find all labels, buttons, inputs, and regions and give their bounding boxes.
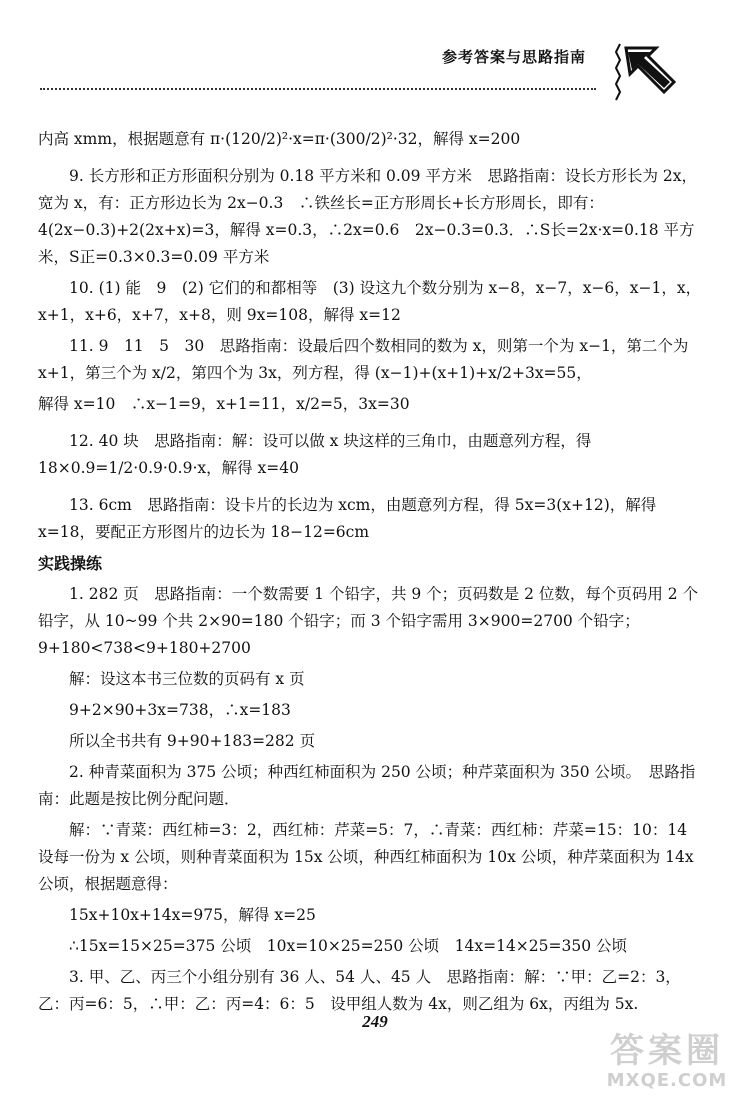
header-dotted-rule xyxy=(40,88,596,90)
practice-1-solution: 解：设这本书三位数的页码有 x 页 xyxy=(69,670,305,688)
practice-2-equation: 15x+10x+14x=975，解得 x=25 xyxy=(69,906,316,924)
answer-12: 12. 40 块 思路指南：解：设可以做 x 块这样的三角巾，由题意列方程，得 18×0.9=1/2·0.9·0.9·x，解得 x=40 xyxy=(38,432,592,477)
practice-3: 3. 甲、乙、丙三个小组分别有 36 人、54 人、45 人 思路指南：解：∵甲：乙=2：3，乙：丙=6：5，∴甲：乙：丙=4：6：5 设甲组人数为 4x，则乙组为 6x，丙组为 5x. xyxy=(38,968,681,1013)
watermark-text: 答案圈 xyxy=(610,1031,724,1071)
practice-1: 1. 282 页 思路指南：一个数需要 1 个铅字，共 9 个；页码数是 2 位数，每个页码用 2 个铅字，从 10~99 个共 2×90=180 个铅字；而 3 个铅字需用 3×900=2700 个铅字；9+180<738<9+180+2700 xyxy=(38,585,699,657)
answer-11: 11. 9 11 5 30 思路指南：设最后四个数相同的数为 x，则第一个为 x−1，第二个为 x+1，第三个为 x/2，第四个为 3x，列方程，得 (x−1)+(x+1)+x/2+3x=55， xyxy=(38,337,689,382)
header-title: 参考答案与思路指南 xyxy=(441,48,586,66)
page-header xyxy=(40,40,660,100)
answer-11-result: 解得 x=10 ∴x−1=9，x+1=11，x/2=5，3x=30 xyxy=(38,395,410,413)
arrow-icon xyxy=(612,38,680,106)
page-number: 249 xyxy=(362,1012,388,1031)
practice-2-result: ∴15x=15×25=375 公顷 10x=10×25=250 公顷 14x=14×25=350 公顷 xyxy=(69,937,628,955)
section-heading: 实践操练 xyxy=(38,554,103,573)
paragraph: 内高 xmm，根据题意有 π·(120/2)²·x=π·(300/2)²·32，解得 x=200 xyxy=(38,130,521,148)
watermark-url: MXQE.COM xyxy=(606,1070,728,1091)
answer-content xyxy=(38,126,710,1022)
answer-10: 10. (1) 能 9 (2) 它们的和都相等 (3) 设这九个数分别为 x−8，x−7，x−6，x−1，x，x+1，x+6，x+7，x+8，则 9x=108，解得 x=12 xyxy=(38,279,702,324)
practice-2: 2. 种青菜面积为 375 公顷；种西红柿面积为 250 公顷；种芹菜面积为 350 公顷。 思路指南：此题是按比例分配问题． xyxy=(38,763,696,808)
answer-9: 9. 长方形和正方形面积分别为 0.18 平方米和 0.09 平方米 思路指南：设长方形长为 2x，宽为 x，有：正方形边长为 2x−0.3 ∴铁丝长=正方形周长+长方形周长，即有：4(2x−0.3)+2(2x+x)=3，解得 x=0.3，∴2x=0.6 2x−0.3=0.3．∴S长=2x·x=0.18 平方米，S正=0.3×0.3=0.09 平方米 xyxy=(38,167,697,266)
watermark-logo xyxy=(592,1031,742,1091)
practice-2-solution: 解：∵青菜：西红柿=3：2，西红柿：芹菜=5：7，∴青菜：西红柿：芹菜=15：10：14 设每一份为 x 公顷，则种青菜面积为 15x 公顷，种西红柿面积为 10x 公顷，种芹菜面积为 14x 公顷，根据题意得： xyxy=(38,821,703,893)
answer-13: 13. 6cm 思路指南：设卡片的长边为 xcm，由题意列方程，得 5x=3(x+12)，解得 x=18，要配正方形图片的边长为 18−12=6cm xyxy=(38,496,657,541)
practice-1-equation: 9+2×90+3x=738，∴x=183 xyxy=(69,701,291,719)
practice-1-result: 所以全书共有 9+90+183=282 页 xyxy=(69,732,316,750)
